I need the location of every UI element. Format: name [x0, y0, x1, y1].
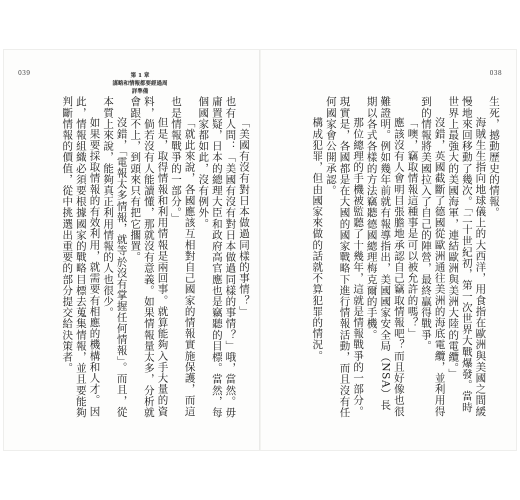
running-head: [110, 72, 170, 96]
page-gutter: [259, 50, 261, 450]
left-page-text: [24, 96, 250, 418]
paragraph: 沒錯，英國截斷了德國從歐洲通往美洲的海底電纜，並利用得到的情報將美國拉入了自己的陣營，最終贏得戰爭。: [420, 96, 446, 417]
right-page-text: [274, 96, 500, 418]
paragraph: 也有人問：「美國有沒有對日本做過同樣的事情？」哦，當然。毋庸置疑，日本的總理大臣和政府高官應也是竊聽的目標。當然，每個國家都如此，沒有例外。: [197, 96, 237, 418]
paragraph: 「噢，竊取情報這種事是可以被允許的嗎？」: [406, 117, 419, 339]
paragraph: 「美國有沒有對日本做過同樣的事情？」: [238, 117, 250, 317]
running-head-title: 謀略和情報都要經過周詳準備: [112, 81, 168, 95]
paragraph: 應該沒有人會明目張膽地承認自己竊取情報吧？而且好像也很難證明。例如幾年前就有報導指出，美國國家安全局（NSA）長期以各式各樣的方法竊聽德國總理梅克爾的手機。: [365, 96, 405, 417]
paragraph: 沒錯，「電報太多情報，就等於沒有掌握任何情報」。而且，從本質上來說，能夠真正利用情報的人也很少。: [102, 96, 128, 418]
paragraph: 但是，取得情報和利用情報是兩回事。就算能夠入手大量的資料，倘若沒有人能讀懂，那就沒有意義。如果情報量太多，分析就會跟不上，到頭來只有把它擱置。: [129, 96, 169, 418]
paragraph: 那位總理的手機被監聽了十幾年，這就是情報戰爭的一部分。現實是，各國都是在大國的國家戰略下進行情報活動，而且沒有任何國家會公開承認。: [324, 96, 365, 418]
paragraph: 構成犯罪，但由國家來做的話就不算犯罪的情況。: [311, 117, 324, 362]
paragraph: 海賊生生指向地球儀上的大西洋，用食指在歐洲與美國之間緩慢地來回移動了幾次。「二十世紀初，第一次世界大戰爆發。當時世界上最強大的美國海軍，連結歐洲與美洲大陸的電纜。」: [447, 96, 487, 417]
book-spread: [4, 50, 516, 450]
paragraph: 「就此來說，各國應該互相對自己國家的情報實施保護，而這也是情報戰爭的一部分。」: [170, 96, 196, 417]
paragraph: 如果要採取情報的有效利用，就需要有相應的機構和人才。因此，情報組織必須要根據國家的戰略目標去蒐集情報，並且要能夠判斷情報的價值，從中挑選出重要的部分提交給決策者。: [61, 96, 101, 418]
running-head-chapter: 第 1 章: [130, 73, 150, 79]
left-page-number: 039: [18, 70, 31, 77]
right-page-number: 038: [489, 70, 502, 77]
paragraph: 生死，撼動歷史的情報。: [488, 96, 500, 219]
